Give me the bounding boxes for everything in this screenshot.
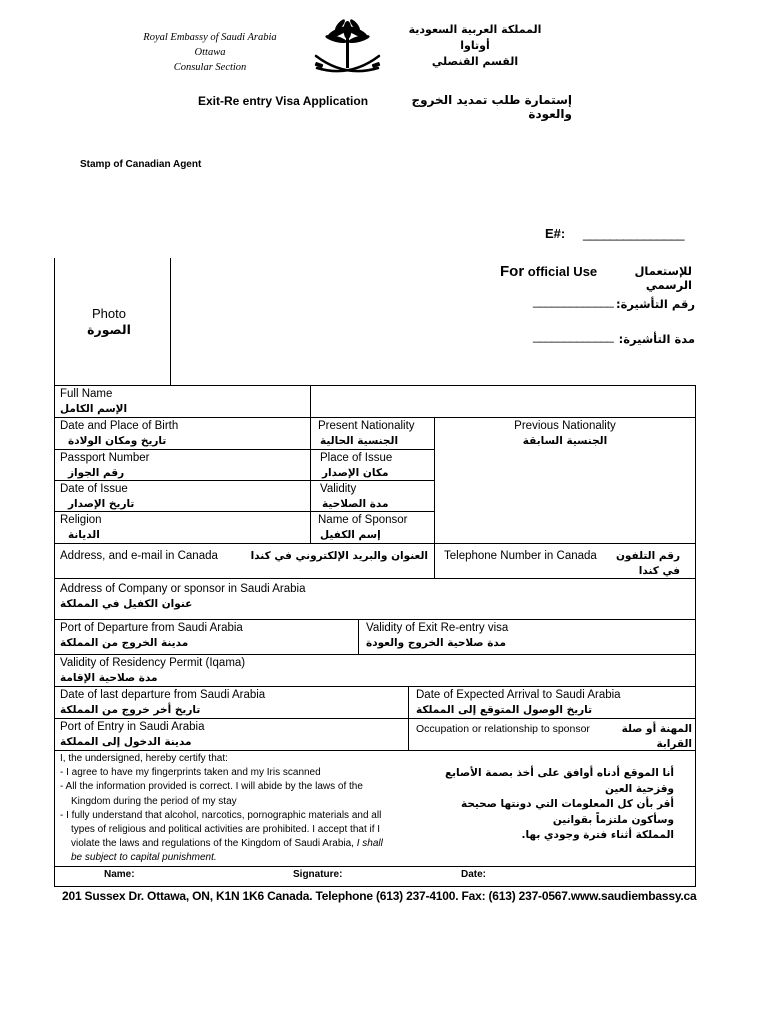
- certify-bullet-2a: - All the information provided is correct. I will abide by the laws of the: [60, 781, 363, 793]
- company-address-label: Address of Company or sponsor in Saudi Arabia: [60, 583, 306, 595]
- sponsor-name-field[interactable]: [318, 513, 430, 543]
- sponsor-name-label-ar: إسم الكفيل: [320, 529, 381, 541]
- rule: [54, 686, 696, 687]
- present-nationality-label-ar: الجنسية الحالية: [320, 435, 399, 447]
- rule: [358, 619, 359, 654]
- page-title-ar: إستمارة طلب تمديد الخروج والعودة: [411, 93, 572, 121]
- religion-label: Religion: [60, 514, 102, 526]
- e-number-label: E#:: [545, 226, 566, 241]
- expected-arrival-label-ar: تاريخ الوصول المتوقع إلى المملكة: [416, 704, 593, 716]
- embassy-line-2: Ottawa: [194, 47, 226, 58]
- place-of-issue-label-ar: مكان الإصدار: [322, 467, 389, 479]
- port-departure-label: Port of Departure from Saudi Arabia: [60, 622, 243, 634]
- photo-label-ar: الصورة: [87, 322, 131, 337]
- embassy-ar-line-1: المملكة العربية السعودية: [408, 23, 542, 36]
- place-of-issue-field[interactable]: [320, 451, 430, 481]
- embassy-name-ar: [385, 22, 565, 70]
- certify-bullet-3c-italic: I shall: [353, 838, 383, 850]
- certify-bullet-3c: [60, 837, 410, 851]
- applicant-name-field[interactable]: Name:: [104, 869, 135, 880]
- date-of-issue-label: Date of Issue: [60, 483, 128, 495]
- telephone-canada-field[interactable]: [444, 549, 692, 577]
- passport-number-field[interactable]: [60, 451, 300, 481]
- last-departure-field[interactable]: [60, 688, 400, 718]
- e-number-field[interactable]: _______________: [583, 226, 684, 241]
- embassy-line-1: Royal Embassy of Saudi Arabia: [143, 32, 277, 43]
- embassy-line-3: Consular Section: [173, 62, 247, 73]
- rule: [310, 449, 434, 450]
- visa-duration-label: مدة التأشيرة:: [618, 332, 695, 346]
- expected-arrival-field[interactable]: [416, 688, 692, 718]
- full-name-label-ar: الإسم الكامل: [60, 403, 128, 415]
- passport-number-label-ar: رقم الجواز: [68, 467, 125, 479]
- exit-visa-validity-label: Validity of Exit Re-entry visa: [366, 622, 509, 634]
- expected-arrival-label: Date of Expected Arrival to Saudi Arabia: [416, 689, 621, 701]
- visa-number-label: رقم التأشيرة:: [616, 297, 695, 311]
- port-entry-field[interactable]: [60, 720, 400, 750]
- passport-number-label: Passport Number: [60, 452, 150, 464]
- validity-field[interactable]: [320, 482, 430, 512]
- saudi-emblem-icon: [310, 16, 385, 84]
- religion-field[interactable]: [60, 513, 300, 543]
- address-canada-label-ar: العنوان والبريد الإلكتروني في كندا: [250, 550, 428, 562]
- certify-ar-1: أنا الموقع أدناه أوافق على أخذ بصمة الأصابع وقزحية العين: [444, 767, 674, 795]
- certify-bullet-1: - I agree to have my fingerprints taken and my Iris scanned: [60, 767, 321, 779]
- sponsor-name-label: Name of Sponsor: [318, 514, 408, 526]
- previous-nationality-field[interactable]: [434, 419, 696, 449]
- date-field[interactable]: Date:: [461, 869, 487, 880]
- port-departure-field[interactable]: [60, 621, 350, 651]
- exit-visa-validity-label-ar: مدة صلاحية الخروج والعودة: [366, 637, 506, 649]
- rule: [54, 543, 696, 544]
- occupation-field[interactable]: [416, 722, 694, 750]
- visa-duration-field[interactable]: _____________: [533, 329, 614, 343]
- certify-bullet-2b: Kingdom during the period of my stay: [71, 795, 237, 807]
- previous-nationality-label: Previous Nationality: [514, 420, 616, 432]
- company-address-field[interactable]: [60, 582, 690, 612]
- occupation-label-ar: المهنة أو صلة القرابة: [621, 723, 692, 750]
- certify-bullet-3c-text: violate the laws and regulations of the Kingdom of Saudi Arabia,: [71, 838, 354, 850]
- iqama-validity-field[interactable]: [60, 656, 690, 686]
- present-nationality-field[interactable]: [318, 419, 428, 449]
- certification-text: [60, 752, 410, 866]
- port-entry-label-ar: مدينة الدخول إلى المملكة: [60, 736, 192, 748]
- rule: [54, 385, 696, 386]
- address-canada-label: Address, and e-mail in Canada: [60, 550, 218, 562]
- embassy-ar-line-2: أوتاوا: [460, 39, 490, 52]
- certify-bullet-3b: types of religious and political activities are prohibited. I accept that if I: [71, 824, 381, 836]
- signature-field[interactable]: Signature:: [293, 869, 343, 880]
- port-entry-label: Port of Entry in Saudi Arabia: [60, 721, 205, 733]
- footer-address: 201 Sussex Dr. Ottawa, ON, K1N 1K6 Canada. Telephone (613) 237-4100. Fax: (613) 237-0567.www.saudiembassy.ca: [62, 889, 697, 903]
- embassy-name-en: [110, 30, 310, 75]
- stamp-label: Stamp of Canadian Agent: [80, 159, 202, 170]
- certify-ar-3: المملكة أثناء فترة وجودي بها.: [521, 829, 674, 841]
- port-departure-label-ar: مدينة الخروج من المملكة: [60, 637, 189, 649]
- official-use-label: official Use: [527, 264, 598, 279]
- photo-label-en: Photo: [92, 306, 126, 321]
- certification-text-ar: [420, 766, 674, 844]
- certify-ar-2: أقر بأن كل المعلومات التي دونتها صحيحة وسأكون ملتزماً بقوانين: [460, 798, 674, 826]
- telephone-canada-label-ar: رقم التلفون في كندا: [615, 550, 680, 577]
- rule: [54, 654, 696, 655]
- last-departure-label-ar: تاريخ أخر خروج من المملكة: [60, 704, 201, 716]
- form-border-bottom: [54, 886, 696, 887]
- official-use-for: For: [500, 263, 525, 280]
- rule: [408, 686, 409, 750]
- page-title-en: Exit-Re entry Visa Application: [198, 94, 369, 108]
- validity-label: Validity: [320, 483, 357, 495]
- exit-visa-validity-field[interactable]: [366, 621, 686, 651]
- full-name-label: Full Name: [60, 388, 113, 400]
- company-address-label-ar: عنوان الكفيل في المملكة: [60, 598, 193, 610]
- signature-rule: [54, 866, 696, 867]
- rule: [310, 385, 311, 543]
- address-canada-field[interactable]: [60, 549, 430, 564]
- date-of-issue-field[interactable]: [60, 482, 300, 512]
- visa-number-field[interactable]: _____________: [533, 294, 614, 308]
- dob-field[interactable]: [60, 419, 300, 449]
- dob-label: Date and Place of Birth: [60, 420, 179, 432]
- form-border-right: [695, 385, 696, 887]
- telephone-canada-label: Telephone Number in Canada: [444, 550, 597, 562]
- validity-label-ar: مدة الصلاحية: [322, 498, 389, 510]
- official-use-heading-ar: للإستعمال الرسمي: [634, 264, 692, 292]
- present-nationality-label: Present Nationality: [318, 420, 415, 432]
- photo-box[interactable]: [54, 258, 171, 386]
- last-departure-label: Date of last departure from Saudi Arabia: [60, 689, 266, 701]
- occupation-label: Occupation or relationship to sponsor: [416, 723, 590, 735]
- certify-intro: I, the undersigned, hereby certify that:: [60, 753, 228, 764]
- certify-bullet-3d: be subject to capital punishment.: [71, 852, 217, 864]
- certify-bullet-3a: - I fully understand that alcohol, narcotics, pornographic materials and all: [60, 809, 382, 821]
- dob-label-ar: تاريخ ومكان الولادة: [68, 435, 167, 447]
- embassy-ar-line-3: القسم القنصلي: [431, 55, 519, 68]
- rule: [54, 449, 310, 450]
- rule: [54, 619, 696, 620]
- date-of-issue-label-ar: تاريخ الإصدار: [68, 498, 135, 510]
- iqama-validity-label: Validity of Residency Permit (Iqama): [60, 657, 246, 669]
- religion-label-ar: الديانة: [68, 529, 100, 541]
- iqama-validity-label-ar: مدة صلاحية الإقامة: [60, 672, 158, 684]
- form-border-left: [54, 258, 55, 887]
- rule: [54, 718, 696, 719]
- full-name-field[interactable]: [60, 387, 127, 417]
- rule: [54, 417, 696, 418]
- previous-nationality-label-ar: الجنسية السابقة: [522, 435, 608, 447]
- official-use-heading: [500, 263, 597, 280]
- place-of-issue-label: Place of Issue: [320, 452, 393, 464]
